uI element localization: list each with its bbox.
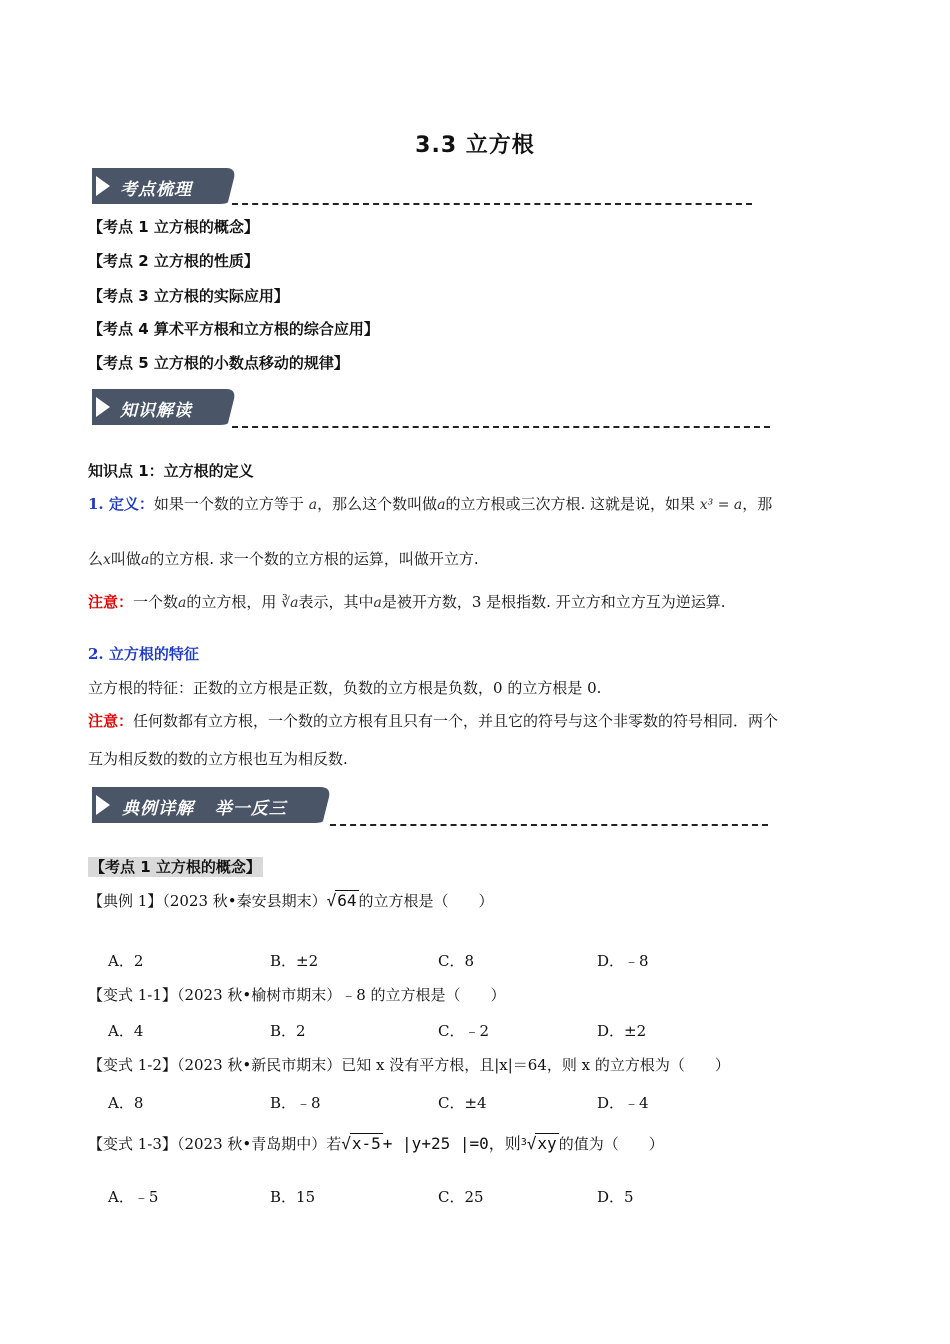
option-c[interactable]: C．﹣2 [438,1022,490,1040]
divider [232,426,770,428]
feature-heading: 2. 立方根的特征 [88,645,199,663]
option-d[interactable]: D．5 [597,1188,634,1206]
option-c[interactable]: C．8 [438,952,475,970]
note-label: 注意： [88,712,134,730]
option-b[interactable]: B．15 [270,1188,316,1206]
option-d[interactable]: D．±2 [597,1022,647,1040]
option-d[interactable]: D．﹣8 [597,952,649,970]
option-c[interactable]: C．±4 [438,1094,487,1112]
divider [232,203,752,205]
sqrt-sign: √64 [326,891,357,910]
example-1: 【典例 1】（2023 秋•秦安县期末）√64 的立方根是（ ） [88,891,494,910]
banner-label: 知识解读 [120,401,192,421]
section-heading: 【考点 1 立方根的概念】 [90,858,261,876]
variant-1-3: 【变式 1-3】（2023 秋•青岛期中）若√x-5+ |y+25 |=0，则$^3$√xy 的值为（ ） [88,1134,664,1153]
note-1: 注意：一个数a的立方根，用 ∛a表示，其中a是被开方数，3 是根指数. 开立方和立方互为逆运算. [88,593,726,611]
option-a[interactable]: A．4 [108,1022,144,1040]
banner-zhishi [88,387,238,427]
kaodian-item-1: 【考点 1 立方根的概念】 [88,218,259,236]
note-2: 注意：任何数都有立方根，一个数的立方根有且只有一个，并且它的符号与这个非零数的符号相同．两个 [88,712,779,730]
kaodian-item-2: 【考点 2 立方根的性质】 [88,252,259,270]
banner-label: 考点梳理 [120,180,192,200]
kaodian-item-3: 【考点 3 立方根的实际应用】 [88,287,289,305]
note-label: 注意： [88,593,134,611]
note-2-cont: 互为相反数的数的立方根也互为相反数. [88,750,348,768]
definition-line-1: 1. 定义：如果一个数的立方等于 a，那么这个数叫做a的立方根或三次方根. 这就是说，如果 x³ = a，那 [88,495,773,513]
option-c[interactable]: C．25 [438,1188,484,1206]
kaodian-item-4: 【考点 4 算术平方根和立方根的综合应用】 [88,320,379,338]
kaodian-item-5: 【考点 5 立方根的小数点移动的规律】 [88,354,349,372]
option-a[interactable]: A．8 [108,1094,144,1112]
knowledge-heading: 知识点 1：立方根的定义 [88,462,254,480]
option-a[interactable]: A．2 [108,952,144,970]
cube-root-sign: $^3$√xy [520,1134,557,1153]
sqrt-sign: √x-5 [341,1134,381,1153]
definition-label: 1. 定义 [88,495,139,513]
option-b[interactable]: B．2 [270,1022,306,1040]
feature-text: 立方根的特征：正数的立方根是正数，负数的立方根是负数，0 的立方根是 0. [88,679,602,697]
option-b[interactable]: B．±2 [270,952,319,970]
variant-1-1: 【变式 1-1】（2023 秋•榆树市期末）﹣8 的立方根是（ ） [88,986,506,1004]
divider [330,824,768,826]
option-d[interactable]: D．﹣4 [597,1094,649,1112]
definition-line-2: 么x叫做a的立方根. 求一个数的立方根的运算，叫做开立方. [88,550,479,568]
option-a[interactable]: A．﹣5 [108,1188,159,1206]
banner-kaodian [88,166,238,206]
option-b[interactable]: B．﹣8 [270,1094,321,1112]
variant-1-2: 【变式 1-2】（2023 秋•新民市期末）已知 x 没有平方根，且|x|＝64，则 x 的立方根为（ ） [88,1056,730,1074]
banner-label: 典例详解 举一反三 [122,799,287,819]
banner-dianli [88,785,333,825]
page-title: 3.3 立方根 [415,133,535,158]
